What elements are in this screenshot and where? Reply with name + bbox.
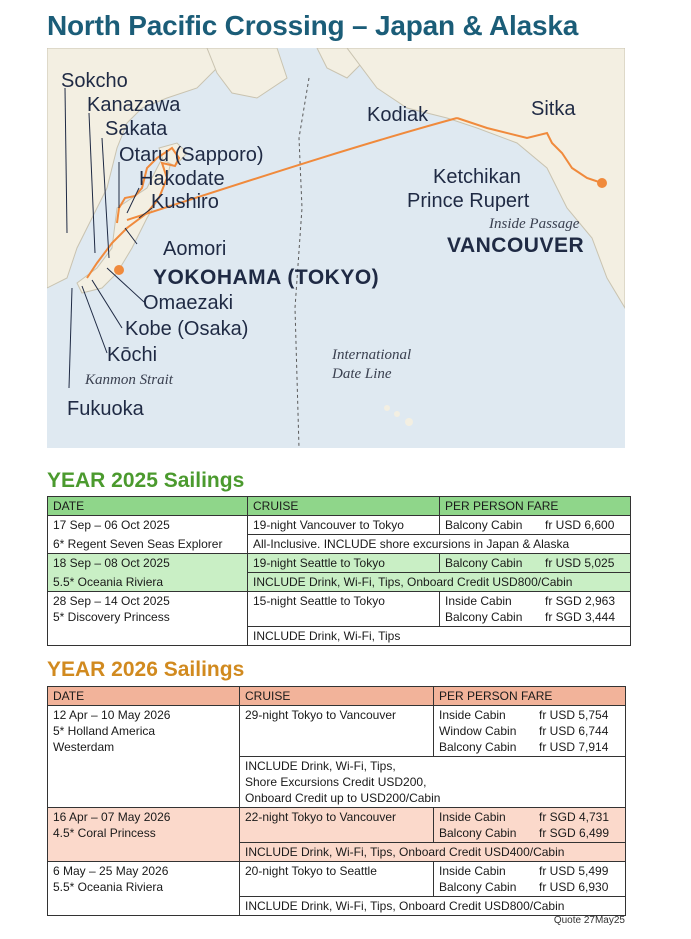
fare-price: fr USD 7,914 [539, 740, 609, 754]
table-row [48, 573, 631, 592]
map-label-inside-passage: Inside Passage [489, 216, 580, 232]
map-label-sakata: Sakata [105, 118, 168, 140]
row-date [48, 592, 248, 627]
row-fare [440, 592, 631, 627]
ship-text: 5* Holland America [53, 724, 156, 738]
date-text: 6 May – 25 May 2026 [53, 864, 169, 878]
row-cruise: 15-night Seattle to Tokyo [248, 592, 440, 627]
sailings-2026-table [47, 686, 626, 916]
page-title: North Pacific Crossing – Japan & Alaska [47, 10, 579, 41]
map-label-sitka: Sitka [531, 98, 576, 120]
map-label-prince-rupert: Prince Rupert [407, 190, 530, 212]
table-row [48, 706, 626, 757]
map-label-kanmon: Kanmon Strait [85, 372, 173, 388]
fare-price: fr SGD 2,963 [545, 594, 616, 608]
row-ship: 5.5* Oceania Riviera [48, 573, 248, 592]
row-include: INCLUDE Drink, Wi-Fi, Tips, Onboard Credit USD400/Cabin [240, 843, 626, 862]
ship-text: 5.5* Oceania Riviera [53, 880, 164, 894]
map-label-fukuoka: Fukuoka [67, 398, 144, 420]
fare-price: fr USD 6,744 [539, 724, 609, 738]
table-row [48, 554, 631, 573]
fare-price: fr USD 6,600 [545, 518, 615, 532]
row-include: All-Inclusive. INCLUDE shore excursions in Japan & Alaska [248, 535, 631, 554]
row-cruise: 19-night Vancouver to Tokyo [248, 516, 440, 535]
map-label-aomori: Aomori [163, 238, 227, 260]
row-cruise: 29-night Tokyo to Vancouver [240, 706, 434, 757]
fare-cabin: Window Cabin [439, 724, 517, 738]
col-cruise: CRUISE [240, 687, 434, 706]
table-header-row [48, 687, 626, 706]
map-label-hakodate: Hakodate [139, 168, 225, 190]
row-date [48, 862, 240, 916]
table-row [48, 535, 631, 554]
map-label-ketchikan: Ketchikan [433, 166, 521, 188]
year-2026-heading: YEAR 2026 Sailings [47, 658, 245, 681]
row-fare [434, 862, 626, 897]
map-label-kodiak: Kodiak [367, 104, 429, 126]
fare-cabin: Balcony Cabin [439, 740, 517, 754]
fare-cabin: Inside Cabin [439, 864, 506, 878]
fare-cabin: Inside Cabin [445, 594, 512, 608]
sailings-2025-table [47, 496, 631, 646]
row-include: INCLUDE Drink, Wi-Fi, Tips, Onboard Credit USD800/Cabin [240, 897, 626, 916]
row-fare [440, 554, 631, 573]
date-text: 12 Apr – 10 May 2026 [53, 708, 171, 722]
map-label-kobe: Kobe (Osaka) [125, 318, 249, 340]
map-label-kanazawa: Kanazawa [87, 94, 181, 116]
row-cruise: 22-night Tokyo to Vancouver [240, 808, 434, 843]
empty-cell [48, 627, 248, 646]
route-map [47, 48, 625, 448]
fare-cabin: Inside Cabin [439, 708, 506, 722]
ship-text: 4.5* Coral Princess [53, 826, 156, 840]
include-text: Onboard Credit up to USD200/Cabin [245, 791, 441, 805]
map-label-kushiro: Kushiro [151, 191, 219, 213]
fare-price: fr USD 5,499 [539, 864, 609, 878]
year-2025-heading: YEAR 2025 Sailings [47, 469, 245, 492]
table-row [48, 808, 626, 843]
fare-price: fr SGD 6,499 [539, 826, 610, 840]
date-text: 16 Apr – 07 May 2026 [53, 810, 171, 824]
include-text: INCLUDE Drink, Wi-Fi, Tips, [245, 759, 396, 773]
row-cruise: 20-night Tokyo to Seattle [240, 862, 434, 897]
row-date: 18 Sep – 08 Oct 2025 [48, 554, 248, 573]
map-label-omaezaki: Omaezaki [143, 292, 234, 314]
row-fare [434, 706, 626, 757]
date-text: 28 Sep – 14 Oct 2025 [53, 594, 170, 608]
fare-cabin: Balcony Cabin [439, 880, 517, 894]
map-label-yokohama: YOKOHAMA (TOKYO) [153, 266, 380, 289]
table-row [48, 862, 626, 897]
fare-price: fr USD 5,754 [539, 708, 609, 722]
col-date: DATE [48, 687, 240, 706]
col-cruise: CRUISE [248, 497, 440, 516]
row-ship: 6* Regent Seven Seas Explorer [48, 535, 248, 554]
table-row [48, 627, 631, 646]
row-include: INCLUDE Drink, Wi-Fi, Tips, Onboard Credit USD800/Cabin [248, 573, 631, 592]
fare-price: fr USD 5,025 [545, 556, 615, 570]
row-date [48, 706, 240, 808]
map-label-sokcho: Sokcho [61, 70, 128, 92]
row-cruise: 19-night Seattle to Tokyo [248, 554, 440, 573]
map-label-date-line-2: Date Line [332, 366, 392, 382]
fare-price: fr SGD 3,444 [545, 610, 616, 624]
fare-cabin: Balcony Cabin [445, 556, 523, 570]
row-date [48, 808, 240, 862]
fare-price: fr SGD 4,731 [539, 810, 610, 824]
table-row [48, 592, 631, 627]
map-label-date-line-1: International [332, 347, 412, 363]
col-fare: PER PERSON FARE [440, 497, 631, 516]
map-label-otaru: Otaru (Sapporo) [119, 144, 264, 166]
col-fare: PER PERSON FARE [434, 687, 626, 706]
ship-text: 5* Discovery Princess [53, 610, 170, 624]
quote-date: Quote 27May25 [553, 915, 625, 926]
table-row [48, 516, 631, 535]
table-header-row [48, 497, 631, 516]
fare-cabin: Balcony Cabin [445, 518, 523, 532]
row-fare [434, 808, 626, 843]
ship-text: Westerdam [53, 740, 115, 754]
fare-cabin: Balcony Cabin [439, 826, 517, 840]
row-include [240, 757, 626, 808]
row-include: INCLUDE Drink, Wi-Fi, Tips [248, 627, 631, 646]
row-date: 17 Sep – 06 Oct 2025 [48, 516, 248, 535]
row-fare [440, 516, 631, 535]
map-label-kochi: Kōchi [107, 344, 158, 366]
fare-cabin: Balcony Cabin [445, 610, 523, 624]
fare-price: fr USD 6,930 [539, 880, 609, 894]
map-label-vancouver: VANCOUVER [447, 234, 585, 257]
include-text: Shore Excursions Credit USD200, [245, 775, 427, 789]
fare-cabin: Inside Cabin [439, 810, 506, 824]
col-date: DATE [48, 497, 248, 516]
